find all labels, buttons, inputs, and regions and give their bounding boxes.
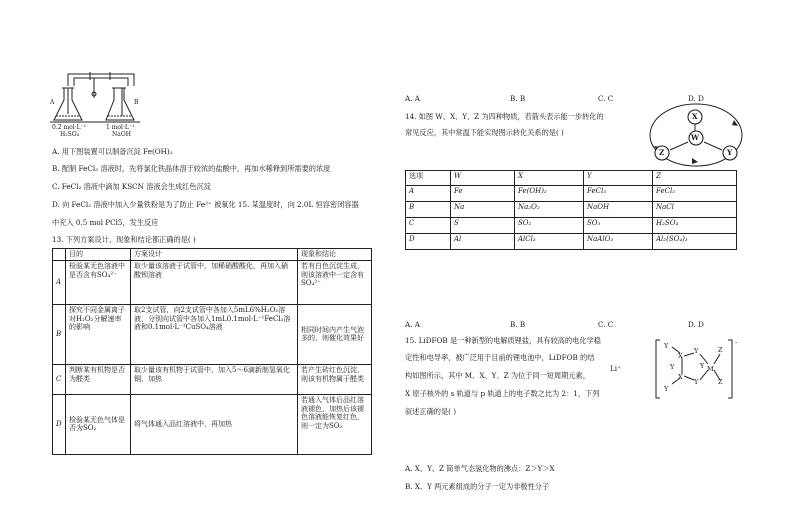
q14-header-z: Z	[653, 171, 737, 186]
table-row	[406, 218, 737, 234]
q14-cell: Fe(OH)₂	[515, 186, 584, 202]
q14-cell: A	[406, 186, 451, 202]
flask-a-reagent: 0.2 mol·L⁻¹	[52, 124, 87, 131]
q14-cell: SO₂	[515, 218, 584, 234]
q14-node-x: X	[692, 112, 698, 121]
q13-header-design: 方案设计	[131, 249, 298, 261]
q13-row-design: 取少量该有机物于试管中，加入5～6滴新制氢氧化铜，加热	[131, 364, 298, 394]
q13-table	[52, 248, 372, 455]
q13-header-key	[53, 249, 66, 261]
q13-row-result: 若通入气体后品红溶液褪色，加热后该褪色溶液能恢复红色，则一定为SO₂	[298, 394, 372, 454]
q14-cell: NaCl	[653, 202, 737, 218]
q13-header-result: 现象和结论	[298, 249, 372, 261]
q12-option-d-line1: D. 向 FeCl₂ 溶液中加入少量铁粉是为了防止 Fe²⁺ 被氧化 15. 某温度时，向 2.0L 恒容密闭容器	[52, 200, 359, 209]
q14-cell: NaAlO₂	[584, 234, 653, 250]
q13-row-result: 若有白色沉淀生成，则该溶液中一定含有SO₄²⁻	[298, 260, 372, 304]
struct-y-bottom-left: Y	[664, 385, 669, 393]
q14-header-y: Y	[584, 171, 653, 186]
struct-z-bottom: Z	[718, 378, 723, 386]
q13-row-key: D	[53, 394, 66, 454]
q14-header-option: 选项	[406, 171, 451, 186]
q14-cell: B	[406, 202, 451, 218]
q12-option-a: A. 用下图装置可以制备沉淀 Fe(OH)₂	[52, 147, 173, 156]
q13-row-design: 取少量该溶液于试管中，加稀硝酸酸化，再加入硝酸钡溶液	[131, 260, 298, 304]
q14-stem-line2: 常见反应，其中常温下能实现图示转化关系的是( )	[405, 128, 564, 137]
struct-y-mid-right: Y	[700, 362, 705, 370]
table-row	[53, 394, 372, 454]
q15-stem-line2: 定性和电导率，被广泛用于目前的锂电池中，LiDFOB 的结	[405, 353, 595, 362]
q13-row-design: 将气体通入品红溶液中，再加热	[131, 394, 298, 454]
q13-row-purpose: 探究不同金属离子对H₂O₂分解速率的影响	[66, 304, 131, 364]
q12-option-b: B. 配制 FeCl₃ 溶液时，先将氯化铁晶体溶于较浓的盐酸中，再加水稀释到所需要的浓度	[52, 164, 331, 173]
q13-answer-b: B. B	[510, 94, 526, 103]
q13-row-purpose: 检验某无色气体是否为SO₂	[66, 394, 131, 454]
flask-b-reagent-name: NaOH	[112, 131, 131, 138]
q14-cell: SO₃	[584, 218, 653, 234]
flask-b-label: B	[134, 99, 139, 106]
flask-a-reagent-name: H₂SO₄	[60, 131, 80, 138]
q13-answer-c: C. C	[598, 94, 614, 103]
q14-answer-d: D. D	[688, 320, 704, 329]
q13-row-purpose: 检验某无色溶液中是否含有SO₄²⁻	[66, 260, 131, 304]
q12-option-c: C. FeCl₂ 溶液中滴加 KSCN 溶液会生成红色沉淀	[52, 182, 211, 191]
q15-stem-line5: 叙述正确的是( )	[405, 407, 457, 416]
q14-answer-a: A. A	[405, 320, 420, 329]
q15-option-a: A. X、Y、Z 简单气态氢化物的沸点：Z＞Y＞X	[405, 464, 555, 473]
q14-cell: AlCl₃	[515, 234, 584, 250]
q14-answer-b: B. B	[510, 320, 526, 329]
q13-row-result: 若产生砖红色沉淀，则该有机物属于醛类	[298, 364, 372, 394]
q14-node-z: Z	[659, 148, 665, 157]
q14-table	[405, 170, 737, 250]
struct-z-top: Z	[718, 346, 723, 354]
table-row	[53, 260, 372, 304]
q14-cell: Fe	[451, 186, 515, 202]
table-row	[53, 364, 372, 394]
q14-stem-line1: 14. 如图 W、X、Y、Z 为四种物质，若箭头表示能一步转化的	[405, 112, 604, 121]
struct-li-ion: Li⁺	[610, 364, 621, 373]
struct-y-mid-left: Y	[670, 363, 675, 371]
q15-stem-line3: 构如图所示，其中 M、X、Y、Z 为位于同一短周期元素，	[405, 371, 590, 380]
q13-header-row	[53, 249, 372, 261]
struct-y-top-left: Y	[664, 342, 669, 350]
flask-b-reagent: 1 mol·L⁻¹	[106, 124, 135, 131]
q14-cell: C	[406, 218, 451, 234]
q14-cell: Al₂(SO₄)₃	[653, 234, 737, 250]
struct-y-upper: Y	[694, 347, 699, 355]
q14-cell: Al	[451, 234, 515, 250]
q15-stem-line1: 15. LiDFOB 是一种新型的电解质锂盐，具有较高的电化学稳	[405, 336, 601, 345]
q14-cell: Na	[451, 202, 515, 218]
table-row	[406, 186, 737, 202]
struct-x-lower: X	[678, 373, 683, 381]
table-row	[406, 202, 737, 218]
q14-cell: S	[451, 218, 515, 234]
struct-x-upper: X	[678, 352, 683, 360]
q14-cell: Na₂O₂	[515, 202, 584, 218]
q14-cell: NaOH	[584, 202, 653, 218]
struct-charge: -	[735, 338, 738, 347]
q13-row-design: 取2支试管，向2支试管中各加入5mL6%H₂O₂溶液，分别向试管中各加入1mL0.1mol·L⁻¹FeCl₃溶液和0.1mol·L⁻¹CuSO₄溶液	[131, 304, 298, 364]
struct-y-lower: Y	[694, 378, 699, 386]
q14-cell: D	[406, 234, 451, 250]
flask-a-label: A	[50, 99, 55, 106]
q14-cell: FeCl₂	[653, 186, 737, 202]
q12-option-d-line2: 中充入 0.5 mol PCl5，发生反应	[52, 218, 159, 227]
q14-node-y: Y	[727, 148, 733, 157]
q14-cell: H₂SO₄	[653, 218, 737, 234]
q13-row-key: A	[53, 260, 66, 304]
q14-header-row	[406, 171, 737, 186]
q14-header-w: W	[451, 171, 515, 186]
q14-node-w: W	[691, 133, 700, 142]
q13-stem: 13. 下列方案设计、现象和结论都正确的是( )	[52, 235, 196, 244]
table-row	[53, 304, 372, 364]
q13-row-key: B	[53, 304, 66, 364]
struct-m: M	[707, 365, 714, 373]
q14-cell: FeCl₃	[584, 186, 653, 202]
q13-row-key: C	[53, 364, 66, 394]
q15-stem-line4: X 原子核外的 s 轨道与 p 轨道上的电子数之比为 2：1，下列	[405, 389, 600, 398]
q13-row-result: 相同时间内产生气泡多的，则催化效果好	[298, 304, 372, 364]
table-row	[406, 234, 737, 250]
q13-answer-a: A. A	[405, 94, 420, 103]
q13-answer-d: D. D	[688, 94, 704, 103]
q15-option-b: B. X、Y 两元素组成的分子一定为非极性分子	[405, 482, 550, 491]
q13-header-purpose: 目的	[66, 249, 131, 261]
q14-answer-c: C. C	[598, 320, 614, 329]
q13-row-purpose: 判断某有机物是否为醛类	[66, 364, 131, 394]
q14-header-x: X	[515, 171, 584, 186]
lidfob-structure-diagram	[642, 336, 742, 402]
